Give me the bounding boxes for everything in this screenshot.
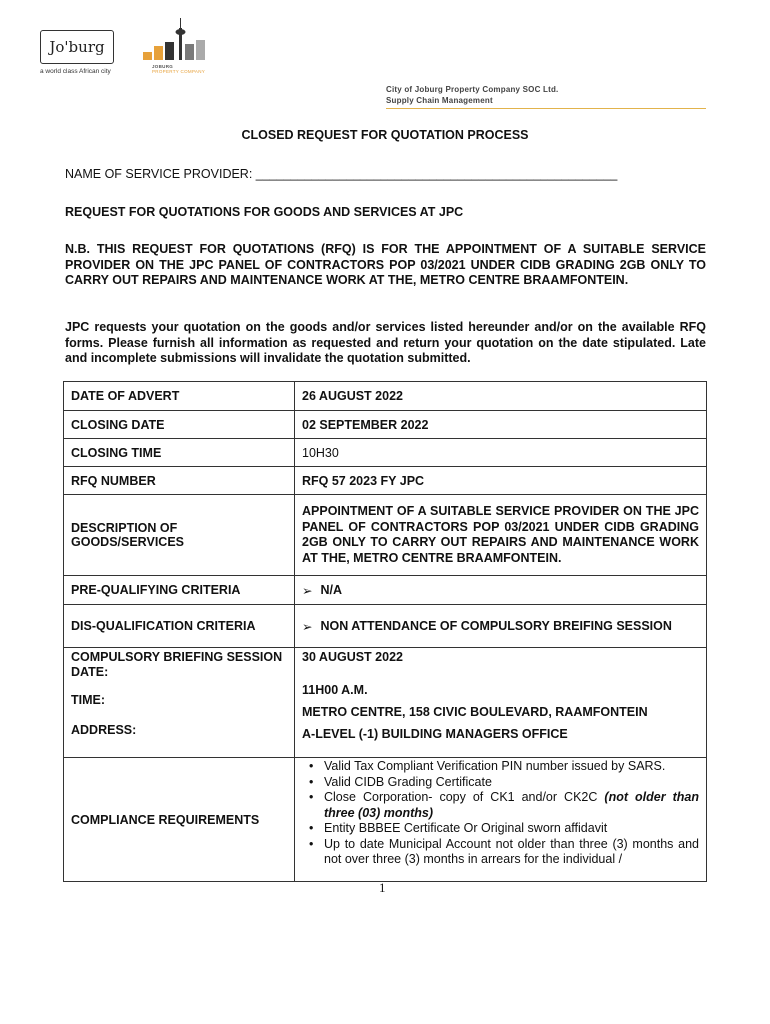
description-value: APPOINTMENT OF A SUITABLE SERVICE PROVIDER ON THE JPC PANEL OF CONTRACTORS POP 03/2021 UNDER CIDB GRADING 2GB ONLY TO CARRY OUT REPAIRS AND MAINTENANCE WORK AT THE, METRO CENTRE BRAAMFONTEIN. xyxy=(295,495,707,576)
request-paragraph: JPC requests your quotation on the goods and/or services listed hereunder and/or on the available RFQ forms. Please furnish all information as requested and return your quotation on the date stipulated. Late and incomplete submissions will invalidate the quotation submitted. xyxy=(65,320,706,365)
provider-name-line: NAME OF SERVICE PROVIDER: ____________________________________________________ xyxy=(65,167,618,181)
jpc-logo-bar-5 xyxy=(196,40,205,60)
joburg-logo-text: Jo'burg xyxy=(49,38,105,56)
jpc-name-line1: JOBURG xyxy=(152,64,174,69)
table-row xyxy=(64,411,707,439)
compliance-list xyxy=(302,759,699,868)
table-row xyxy=(64,382,707,411)
page-number: 1 xyxy=(379,880,386,895)
table-row xyxy=(64,467,707,495)
briefing-address-label: ADDRESS: xyxy=(71,723,137,737)
closing-time-label: CLOSING TIME xyxy=(64,439,295,467)
disqualification-cell xyxy=(295,605,707,648)
arrow-bullet-icon: ➢ xyxy=(302,619,313,634)
list-item: • Valid Tax Compliant Verification PIN number issued by SARS. xyxy=(324,759,699,775)
jpc-logo-bar-1 xyxy=(143,52,152,60)
rfq-heading: REQUEST FOR QUOTATIONS FOR GOODS AND SERVICES AT JPC xyxy=(65,205,464,219)
rfq-number-label: RFQ NUMBER xyxy=(64,467,295,495)
header-dept: Supply Chain Management xyxy=(386,96,493,105)
list-item: • Valid CIDB Grading Certificate xyxy=(324,775,699,791)
briefing-address-line2: A-LEVEL (-1) BUILDING MANAGERS OFFICE xyxy=(302,727,568,741)
table-row xyxy=(64,758,707,882)
briefing-date-label: COMPULSORY BRIEFING SESSION DATE: xyxy=(71,650,283,679)
briefing-date-value: 30 AUGUST 2022 xyxy=(302,650,403,664)
list-item: • Up to date Municipal Account not older than three (3) months and not over three (3) months in arrears for the individual / xyxy=(324,837,699,868)
briefing-values xyxy=(295,648,707,758)
disqualification-label: DIS-QUALIFICATION CRITERIA xyxy=(64,605,295,648)
header-divider xyxy=(386,108,706,109)
briefing-labels xyxy=(64,648,295,758)
pre-qualifying-cell xyxy=(295,576,707,605)
list-item xyxy=(324,790,699,821)
page-title: CLOSED REQUEST FOR QUOTATION PROCESS xyxy=(241,128,529,142)
closing-date-value: 02 SEPTEMBER 2022 xyxy=(295,411,707,439)
table-row xyxy=(64,648,707,758)
nb-paragraph: N.B. THIS REQUEST FOR QUOTATIONS (RFQ) IS FOR THE APPOINTMENT OF A SUITABLE SERVICE PROVIDER ON THE JPC PANEL OF CONTRACTORS POP 03/2021 UNDER CIDB GRADING 2GB ONLY TO CARRY OUT REPAIRS AND MAINTENANCE WORK AT THE, METRO CENTRE BRAAMFONTEIN. xyxy=(65,242,706,287)
date-of-advert-label: DATE OF ADVERT xyxy=(64,382,295,411)
jpc-logo-bar-3 xyxy=(165,42,174,60)
jpc-logo-text xyxy=(152,64,205,74)
compliance-item-3-italic: (not older than three (03) months) xyxy=(324,790,699,820)
rfq-details-table xyxy=(63,381,707,882)
closing-time-value: 10H30 xyxy=(295,439,707,467)
description-label: DESCRIPTION OF GOODS/SERVICES xyxy=(64,495,295,576)
jpc-logo-bar-2 xyxy=(154,46,163,60)
compliance-label: COMPLIANCE REQUIREMENTS xyxy=(64,758,295,882)
header-org: City of Joburg Property Company SOC Ltd. xyxy=(386,85,559,94)
disqualification-value: NON ATTENDANCE OF COMPULSORY BREIFING SESSION xyxy=(320,618,672,633)
closing-date-label: CLOSING DATE xyxy=(64,411,295,439)
header-block xyxy=(386,84,558,106)
compliance-cell xyxy=(295,758,707,882)
joburg-tagline: a world class African city xyxy=(40,68,111,75)
joburg-logo xyxy=(40,30,114,64)
arrow-bullet-icon: ➢ xyxy=(302,583,313,598)
table-row xyxy=(64,576,707,605)
pre-qualifying-label: PRE-QUALIFYING CRITERIA xyxy=(64,576,295,605)
compliance-item-3-text: Close Corporation- copy of CK1 and/or CK2C xyxy=(324,790,598,804)
date-of-advert-value: 26 AUGUST 2022 xyxy=(295,382,707,411)
jpc-name-line2: PROPERTY COMPANY xyxy=(152,69,206,74)
pre-qualifying-value: N/A xyxy=(320,582,343,597)
table-row xyxy=(64,605,707,648)
table-row xyxy=(64,439,707,467)
briefing-time-value: 11H00 A.M. xyxy=(302,683,368,697)
jpc-logo-bar-4 xyxy=(185,44,194,60)
briefing-time-label: TIME: xyxy=(71,693,106,707)
list-item: • Entity BBBEE Certificate Or Original sworn affidavit xyxy=(324,821,699,837)
jpc-logo-tower-top xyxy=(176,29,186,35)
table-row xyxy=(64,495,707,576)
briefing-address-line1: METRO CENTRE, 158 CIVIC BOULEVARD, RAAMFONTEIN xyxy=(302,705,648,719)
rfq-number-value: RFQ 57 2023 FY JPC xyxy=(295,467,707,495)
